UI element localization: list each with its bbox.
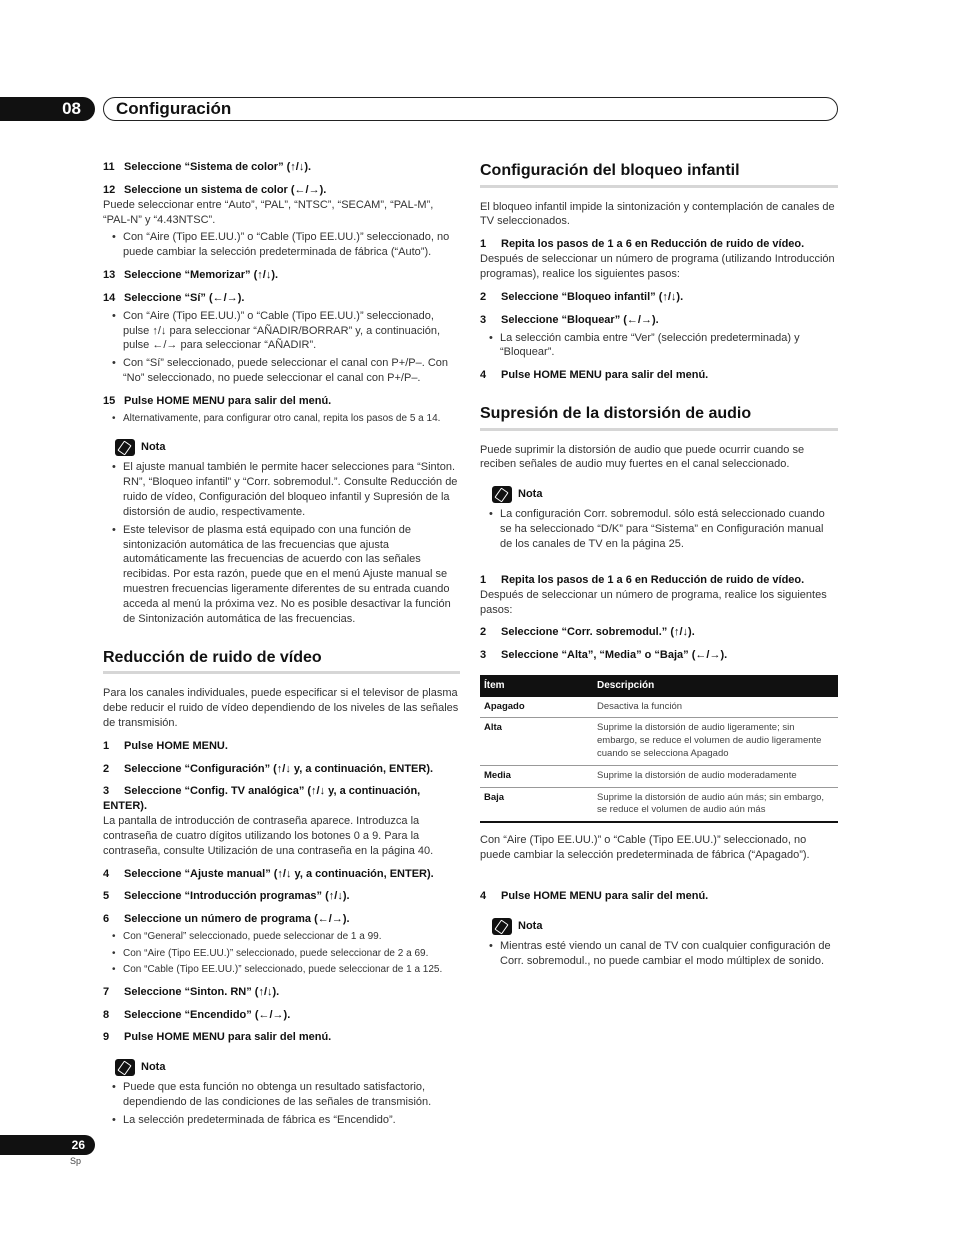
audio-step-2: 2 Seleccione “Corr. sobremodul.” (↑/↓). <box>480 626 695 639</box>
ruido-step-2: 2 Seleccione “Configuración” (↑/↓ y, a continuación, ENTER). <box>103 762 434 775</box>
bloqueo-intro: El bloqueo infantil impide la sintonización y contemplación de canales de TV seleccionados. <box>480 200 835 228</box>
audio-step-3: 3 Seleccione “Alta”, “Media” o “Baja” (←/→). <box>480 649 728 662</box>
step-14: 14 Seleccione “Sí” (←/→). <box>103 291 245 304</box>
note-pencil-icon <box>115 439 135 456</box>
note-2-bullets: • Puede que esta función no obtenga un resultado satisfactorio, dependiendo de las condiciones de las señales de transmisión. • La selección predeterminada de fábrica es “Encendido”. <box>103 1080 460 1128</box>
chapter-number: 08 <box>0 97 95 121</box>
table-row: Apagado Desactiva la función <box>480 697 838 718</box>
bloqueo-step-1: 1 Repita los pasos de 1 a 6 en Reducción de ruido de vídeo. <box>480 238 805 251</box>
ruido-step-6-bullets: • Con “General” seleccionado, puede seleccionar de 1 a 99. • Con “Aire (Tipo EE.UU.)” seleccionado, puede seleccionar de 2 a 69. • Con “Cable (Tipo EE.UU.)” seleccionado, puede seleccionar de 1 a 125. <box>103 930 460 977</box>
audio-step-4: 4 Pulse HOME MENU para salir del menú. <box>480 889 709 902</box>
table-header-item: Ítem <box>480 675 593 697</box>
step-15-bullets: • Alternativamente, para configurar otro canal, repita los pasos de 5 a 14. <box>103 412 460 426</box>
step-12: 12 Seleccione un sistema de color (←/→). <box>103 183 327 196</box>
after-table-text: Con “Aire (Tipo EE.UU.)” o “Cable (Tipo EE.UU.)” seleccionado, no puede cambiar la selección predeterminada de fábrica (“Apagado”). <box>480 834 810 862</box>
chapter-title: Configuración <box>103 97 838 121</box>
note-3-bullets: • La configuración Corr. sobremodul. sólo está seleccionado cuando se ha seleccionado “D/K” para “Sistema” en Configuración manual de los canales de TV en la página 25. <box>480 507 838 552</box>
note-4-bullets: • Mientras esté viendo un canal de TV con cualquier configuración de Corr. sobremodul., no puede cambiar el modo múltiplex de sonido. <box>480 939 838 969</box>
table-row: Media Suprime la distorsión de audio moderadamente <box>480 765 838 787</box>
ruido-step-6: 6 Seleccione un número de programa (←/→). <box>103 913 350 926</box>
bloqueo-step-2: 2 Seleccione “Bloqueo infantil” (↑/↓). <box>480 290 684 303</box>
table-row: Alta Suprime la distorsión de audio ligeramente; sin embargo, se reduce el volumen de audio ligeramente cuando se selecciona Apagado <box>480 718 838 765</box>
ruido-intro: Para los canales individuales, puede especificar si el televisor de plasma debe reducir el ruido de vídeo dependiendo de los niveles de las señales de transmisión. <box>103 687 459 729</box>
ruido-step-5: 5 Seleccione “Introducción programas” (↑/↓). <box>103 890 350 903</box>
section-heading-audio: Supresión de la distorsión de audio <box>480 403 838 431</box>
ruido-step-1: 1 Pulse HOME MENU. <box>103 739 228 752</box>
bloqueo-step-1-text: Después de seleccionar un número de programa (utilizando Introducción programas), realice los siguientes pasos: <box>480 253 835 280</box>
ruido-step-3: 3 Seleccione “Config. TV analógica” (↑/↓ y, a continuación, ENTER). <box>103 785 421 813</box>
table-row: Baja Suprime la distorsión de audio aún más; sin embargo, se reduce el volumen de audio aún más <box>480 787 838 822</box>
step-11: 11 Seleccione “Sistema de color” (↑/↓). <box>103 161 312 173</box>
step-15: 15 Pulse HOME MENU para salir del menú. <box>103 394 332 407</box>
audio-options-table <box>480 675 838 823</box>
note-heading: Nota <box>115 439 460 456</box>
ruido-step-8: 8 Seleccione “Encendido” (←/→). <box>103 1008 291 1021</box>
ruido-step-3-text: La pantalla de introducción de contraseña aparece. Introduzca la contraseña de cuatro dígitos utilizando los botones 0 a 9. Para la contraseña, consulte Utilización de una contraseña en la página 40. <box>103 815 434 857</box>
ruido-step-4: 4 Seleccione “Ajuste manual” (↑/↓ y, a continuación, ENTER). <box>103 867 434 880</box>
note-heading-3: Nota <box>492 486 838 503</box>
page-language: Sp <box>70 1156 82 1166</box>
bloqueo-step-3: 3 Seleccione “Bloquear” (←/→). <box>480 313 659 326</box>
section-heading-bloqueo: Configuración del bloqueo infantil <box>480 160 838 188</box>
audio-step-1-text: Después de seleccionar un número de programa, realice los siguientes pasos: <box>480 588 827 616</box>
table-header-description: Descripción <box>593 675 838 697</box>
ruido-step-7: 7 Seleccione “Sinton. RN” (↑/↓). <box>103 985 280 998</box>
note-heading-2: Nota <box>115 1059 460 1076</box>
audio-intro: Puede suprimir la distorsión de audio que puede ocurrir cuando se reciben señales de audio muy fuertes en el canal seleccionado. <box>480 443 805 471</box>
left-column <box>103 160 460 1131</box>
right-column <box>480 160 838 971</box>
audio-step-1: 1 Repita los pasos de 1 a 6 en Reducción de ruido de vídeo. <box>480 573 805 586</box>
note-pencil-icon <box>492 486 512 503</box>
note-bullets: • El ajuste manual también le permite hacer selecciones para “Sinton. RN”, “Bloqueo infantil” y “Corr. sobremodul.”. Consulte Reducción de ruido de vídeo, Configuración del bloqueo infantil y Supresión de la distorsión de audio, respectivamente. • Este televisor de plasma está equipado con una función de sintonización automática de las frecuencias que ajusta automáticamente las frecuencias de acuerdo con las señales recibidas. Por esta razón, puede que en el menú Ajuste manual se muestren frecuencias ligeramente diferentes de su entrada cuando acceda al menú la próxima vez. No es posible desactivar la función de Sintonización automática de las frecuencias. <box>103 460 460 626</box>
section-heading-ruido: Reducción de ruido de vídeo <box>103 647 460 675</box>
step-12-bullets: • Con “Aire (Tipo EE.UU.)” o “Cable (Tipo EE.UU.)” seleccionado, no puede cambiar la selección predeterminada de fábrica (“Auto”). <box>103 230 460 260</box>
note-pencil-icon <box>492 918 512 935</box>
bloqueo-step-3-bullets: • La selección cambia entre “Ver” (selección predeterminada) y “Bloquear”. <box>480 331 838 361</box>
step-13: 13 Seleccione “Memorizar” (↑/↓). <box>103 269 279 282</box>
step-12-text: Puede seleccionar entre “Auto”, “PAL”, “NTSC”, “SECAM”, “PAL-M”, “PAL-N” y “4.43NTSC”. <box>103 198 434 226</box>
page-number: 26 <box>0 1135 95 1155</box>
step-14-bullets: • Con “Aire (Tipo EE.UU.)” o “Cable (Tipo EE.UU.)” seleccionado, pulse ↑/↓ para seleccionar “AÑADIR/BORRAR” y, a continuación, pulse ←/→ para seleccionar “AÑADIR”. • Con “Sí” seleccionado, puede seleccionar el canal con P+/P–. Con “No” seleccionado, no puede seleccionar el canal con P+/P–. <box>103 309 460 386</box>
ruido-step-9: 9 Pulse HOME MENU para salir del menú. <box>103 1031 332 1044</box>
note-pencil-icon <box>115 1059 135 1076</box>
note-heading-4: Nota <box>492 918 838 935</box>
bloqueo-step-4: 4 Pulse HOME MENU para salir del menú. <box>480 369 709 382</box>
